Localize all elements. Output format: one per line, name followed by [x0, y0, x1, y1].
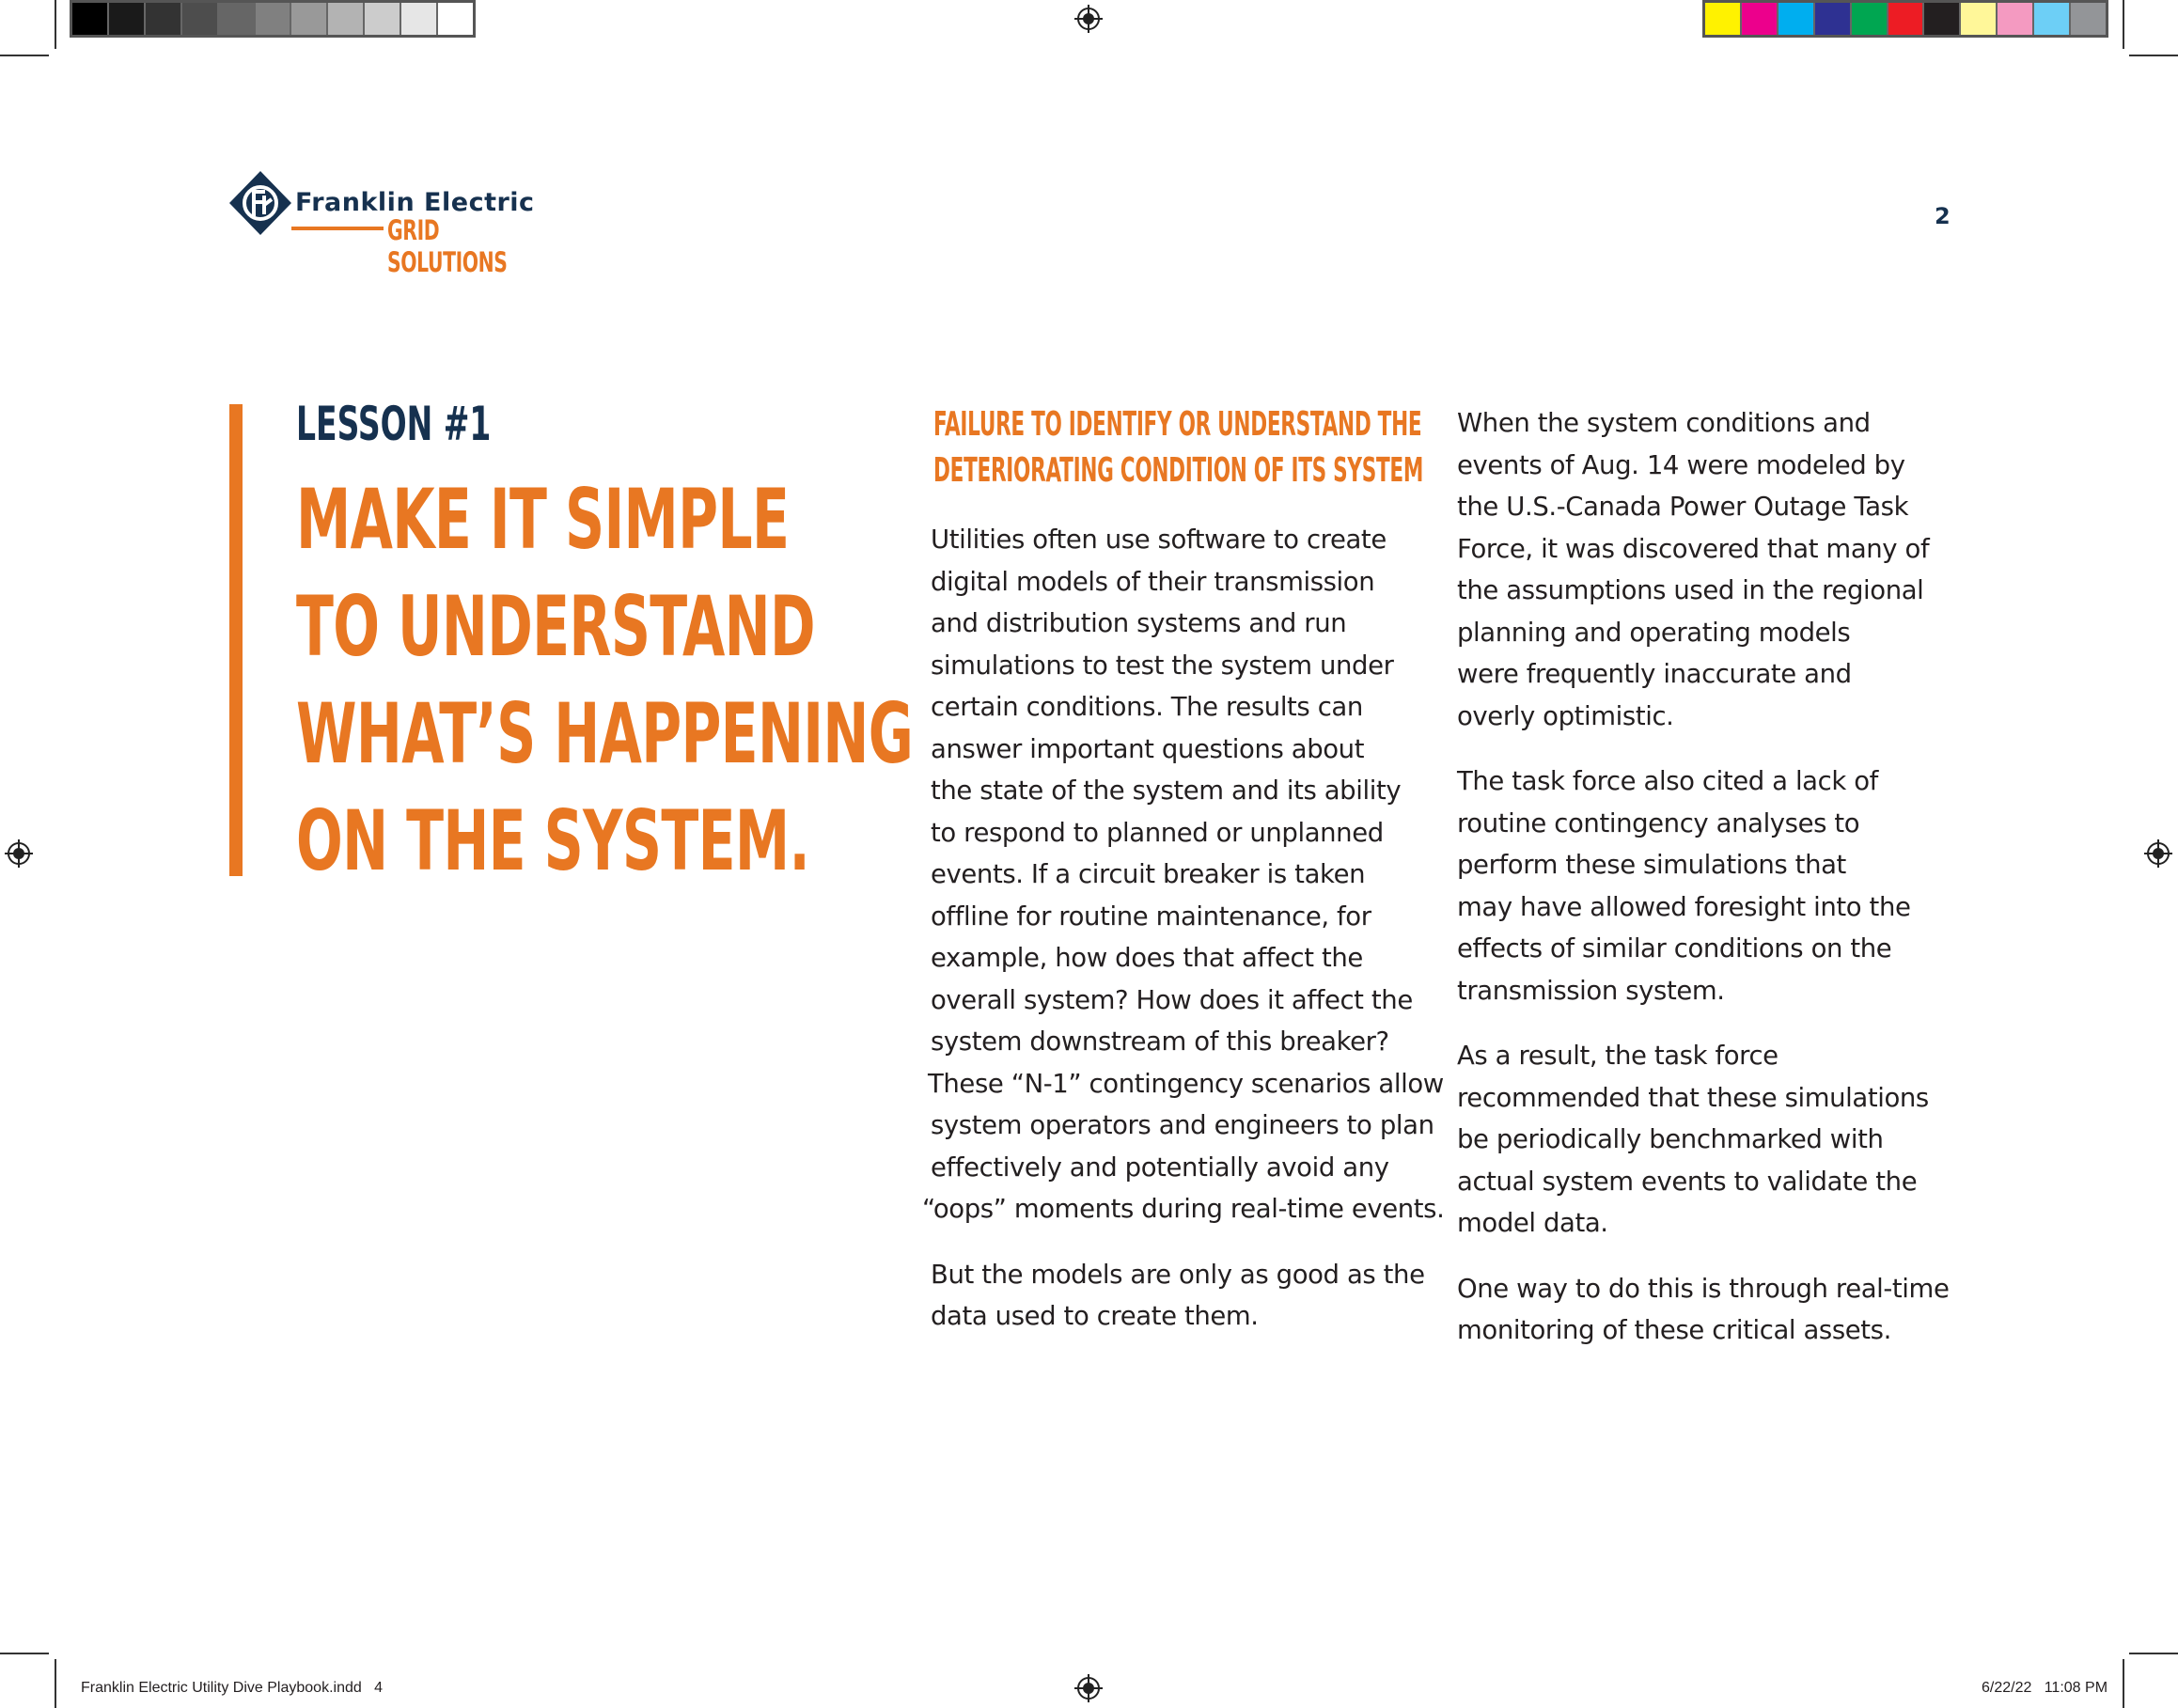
color-swatch [1778, 3, 1815, 35]
registration-mark-icon [1074, 1674, 1103, 1702]
color-swatch [1998, 3, 2034, 35]
text-line: may have allowed foresight into the [1457, 891, 1911, 922]
text-line: effects of similar conditions on the [1457, 933, 1892, 964]
text-line: Force, it was discovered that many of [1457, 533, 1930, 564]
process-color-bar [1702, 0, 2108, 38]
color-swatch [1815, 3, 1852, 35]
color-swatch [1888, 3, 1925, 35]
color-swatch [256, 3, 292, 35]
text-line: transmission system. [1457, 975, 1725, 1006]
paragraph [1457, 402, 1949, 737]
text-line: the U.S.-Canada Power Outage Task [1457, 492, 1909, 522]
headline-line: WHAT’S HAPPENING [296, 685, 914, 782]
text-line: and distribution systems and run [931, 608, 1347, 638]
text-line: the assumptions used in the regional [1457, 575, 1924, 605]
crop-mark-bottom-right-v [2123, 1659, 2124, 1708]
logo [227, 169, 566, 278]
color-swatch [1742, 3, 1778, 35]
text-line: monitoring of these critical assets. [1457, 1315, 1891, 1345]
right-column-body [1457, 402, 1949, 1375]
registration-mark-icon [2144, 839, 2172, 868]
text-line: The task force also cited a lack of [1457, 766, 1878, 796]
text-line: the state of the system and its ability [931, 776, 1402, 806]
text-line: But the models are only as good as the [931, 1259, 1425, 1290]
text-line: were frequently inaccurate and [1457, 659, 1852, 689]
headline-line: TO UNDERSTAND [296, 578, 815, 675]
logo-rule [291, 227, 384, 230]
color-swatch [1705, 3, 1742, 35]
text-line: model data. [1457, 1208, 1608, 1238]
color-swatch [365, 3, 401, 35]
headline-line: ON THE SYSTEM. [296, 792, 810, 889]
lesson-label: LESSON #1 [296, 397, 492, 451]
crop-mark-top-left-h [0, 55, 49, 56]
text-line: data used to create them. [931, 1301, 1259, 1331]
text-line: planning and operating models [1457, 617, 1851, 648]
logo-brand-name: Franklin Electric [295, 188, 535, 217]
text-line: actual system events to validate the [1457, 1166, 1918, 1197]
text-line: overall system? How does it affect the [931, 984, 1413, 1015]
paragraph [1457, 1035, 1949, 1245]
text-line: certain conditions. The results can [931, 692, 1363, 722]
paragraph [1457, 760, 1949, 1011]
text-line: These “N-1” contingency scenarios allow [928, 1068, 1444, 1099]
paragraph [922, 519, 1445, 1230]
registration-mark-icon [1074, 5, 1103, 33]
crop-mark-bottom-left-h [0, 1653, 49, 1654]
text-line: digital models of their transmission [931, 566, 1375, 597]
registration-mark-icon [5, 839, 33, 868]
text-line: be periodically benchmarked with [1457, 1124, 1884, 1154]
color-swatch [109, 3, 146, 35]
text-line: When the system conditions and [1457, 408, 1871, 438]
crop-mark-top-left-v [55, 0, 56, 49]
text-line: Utilities often use software to create [931, 525, 1387, 555]
color-swatch [401, 3, 438, 35]
text-line: One way to do this is through real-time [1457, 1273, 1950, 1304]
text-line: overly optimistic. [1457, 700, 1674, 731]
crop-mark-bottom-left-v [55, 1659, 56, 1708]
color-swatch [1961, 3, 1998, 35]
text-line: events. If a circuit breaker is taken [931, 859, 1366, 889]
text-line: system downstream of this breaker? [931, 1026, 1389, 1057]
color-swatch [146, 3, 182, 35]
color-swatch [2071, 3, 2106, 35]
text-line: As a result, the task force [1457, 1041, 1778, 1071]
lesson-accent-bar [229, 404, 243, 876]
color-swatch [291, 3, 328, 35]
crop-mark-bottom-right-h [2129, 1653, 2178, 1654]
color-swatch [182, 3, 219, 35]
middle-column-body [922, 519, 1445, 1361]
headline-line: MAKE IT SIMPLE [296, 471, 790, 568]
text-line: answer important questions about [931, 733, 1365, 764]
color-swatch [328, 3, 365, 35]
file-slug: Franklin Electric Utility Dive Playbook.indd 4 [81, 1680, 384, 1696]
crop-mark-top-right-h [2129, 55, 2178, 56]
color-swatch [1852, 3, 1888, 35]
text-line: “oops” moments during real-time events. [922, 1194, 1445, 1224]
subhead-line: DETERIORATING CONDITION OF ITS SYSTEM [933, 451, 1424, 490]
logo-division-name: GRID SOLUTIONS [387, 214, 508, 278]
text-line: system operators and engineers to plan [931, 1110, 1434, 1140]
color-swatch [2034, 3, 2071, 35]
paragraph [931, 1254, 1444, 1338]
text-line: offline for routine maintenance, for [931, 901, 1371, 932]
text-line: routine contingency analyses to [1457, 807, 1860, 838]
color-swatch [72, 3, 109, 35]
subhead-line: FAILURE TO IDENTIFY OR UNDERSTAND THE [933, 405, 1422, 444]
text-line: example, how does that affect the [931, 943, 1363, 973]
text-line: effectively and potentially avoid any [931, 1152, 1389, 1183]
text-line: recommended that these simulations [1457, 1082, 1929, 1113]
color-swatch [438, 3, 473, 35]
crop-mark-top-right-v [2123, 0, 2124, 49]
color-swatch [1924, 3, 1961, 35]
color-swatch [219, 3, 256, 35]
franklin-electric-logo-icon [227, 169, 293, 237]
text-line: events of Aug. 14 were modeled by [1457, 449, 1905, 480]
text-line: to respond to planned or unplanned [931, 817, 1384, 848]
grayscale-color-bar [70, 0, 476, 38]
text-line: simulations to test the system under [931, 650, 1394, 681]
page-number: 2 [1935, 203, 1951, 229]
paragraph [1457, 1268, 1949, 1352]
text-line: perform these simulations that [1457, 850, 1846, 880]
print-timestamp: 6/22/22 11:08 PM [1982, 1680, 2108, 1696]
